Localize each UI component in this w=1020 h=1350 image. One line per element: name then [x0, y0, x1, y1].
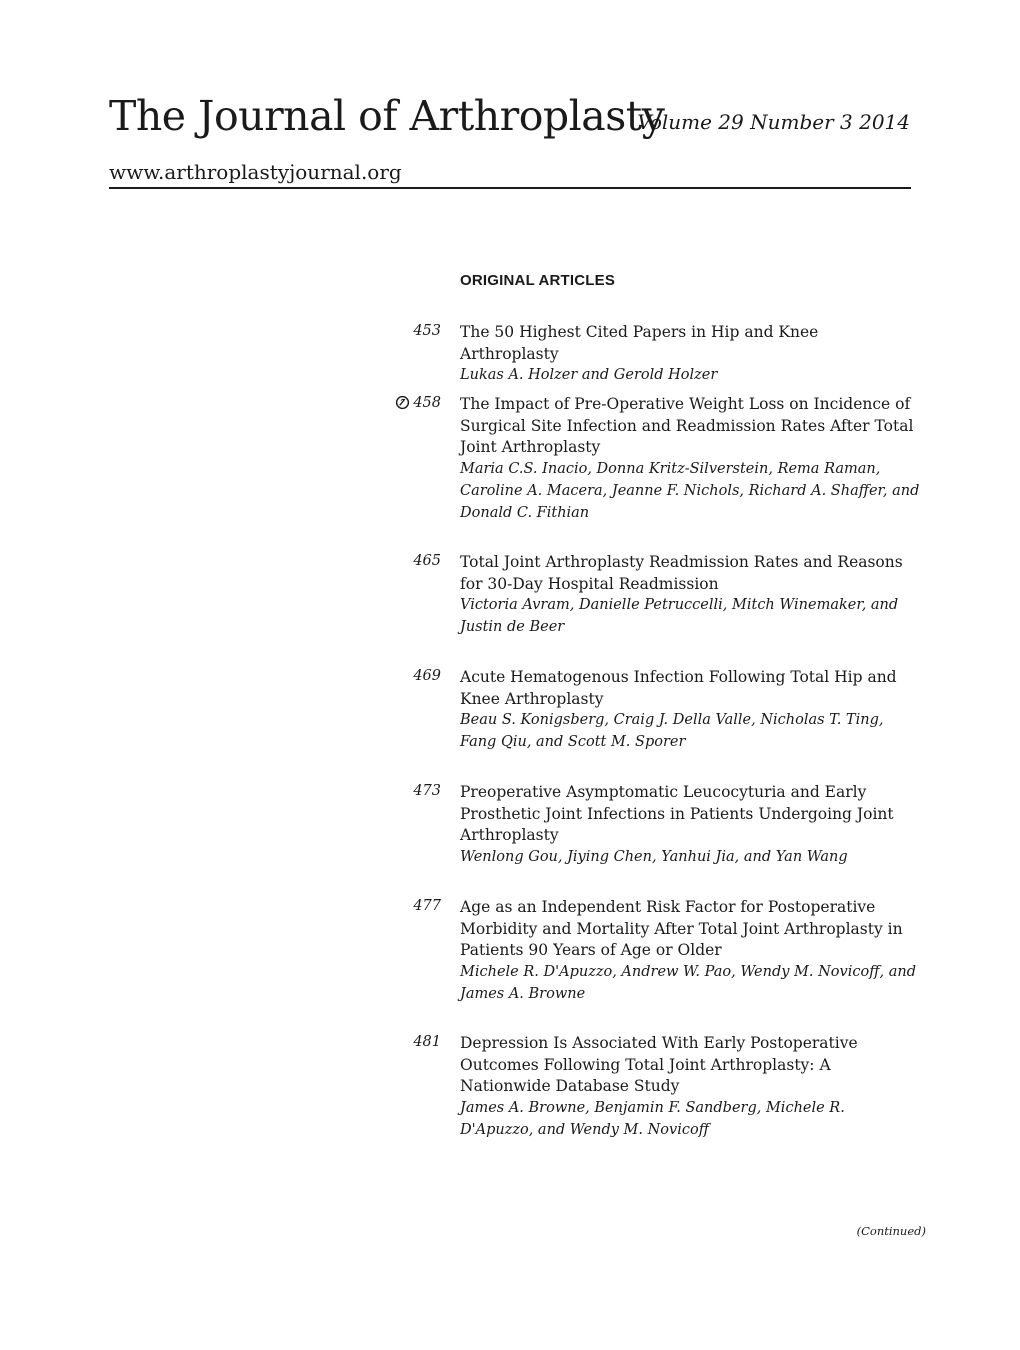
article-authors: James A. Browne, Benjamin F. Sandberg, Michele R. D'Apuzzo, and Wendy M. Novicoff	[460, 1100, 845, 1138]
continued-note: (Continued)	[856, 1224, 926, 1238]
entry-body	[460, 782, 920, 869]
journal-title: The Journal of Arthroplasty	[109, 92, 665, 140]
page-number: 481	[413, 1034, 441, 1050]
page-number: 453	[413, 323, 441, 339]
entry-body	[460, 897, 920, 1006]
article-authors: Maria C.S. Inacio, Donna Kritz-Silverstein, Rema Raman, Caroline A. Macera, Jeanne F. Nichols, Richard A. Shaffer, and Donald C. Fithian	[460, 461, 920, 521]
article-title[interactable]: Preoperative Asymptomatic Leucocyturia and Early Prosthetic Joint Infections in Patients Undergoing Joint Arthroplasty	[460, 783, 894, 845]
article-title[interactable]: Acute Hematogenous Infection Following Total Hip and Knee Arthroplasty	[460, 668, 897, 708]
article-title[interactable]: Depression Is Associated With Early Postoperative Outcomes Following Total Joint Arthroplasty: A Nationwide Database Study	[460, 1034, 858, 1096]
article-authors: Victoria Avram, Danielle Petruccelli, Mitch Winemaker, and Justin de Beer	[460, 597, 899, 636]
article-authors: Lukas A. Holzer and Gerold Holzer	[460, 367, 718, 384]
entry-body	[460, 667, 920, 754]
article-title[interactable]: Age as an Independent Risk Factor for Postoperative Morbidity and Mortality After Total Joint Arthroplasty in Patients 90 Years of Age or Older	[460, 898, 903, 960]
entry-body	[460, 322, 920, 387]
masthead-divider	[109, 187, 911, 189]
journal-url[interactable]: www.arthroplastyjournal.org	[109, 160, 402, 184]
entry-body	[460, 552, 920, 639]
page-number: 465	[413, 553, 441, 569]
page-number: 458	[413, 395, 441, 411]
page-number: 469	[413, 668, 441, 684]
article-title[interactable]: Total Joint Arthroplasty Readmission Rates and Reasons for 30-Day Hospital Readmission	[460, 553, 903, 593]
article-authors: Wenlong Gou, Jiying Chen, Yanhui Jia, and Yan Wang	[460, 849, 848, 866]
article-title[interactable]: The Impact of Pre-Operative Weight Loss on Incidence of Surgical Site Infection and Readmission Rates After Total Joint Arthroplasty	[460, 395, 914, 457]
page-number: 477	[413, 898, 441, 914]
entry-body	[460, 394, 920, 524]
section-heading: ORIGINAL ARTICLES	[460, 272, 616, 289]
article-title[interactable]: The 50 Highest Cited Papers in Hip and Knee Arthroplasty	[460, 323, 819, 363]
issue-info: Volume 29 Number 3 2014	[637, 110, 910, 134]
article-authors: Michele R. D'Apuzzo, Andrew W. Pao, Wendy M. Novicoff, and James A. Browne	[460, 964, 916, 1002]
entry-body	[460, 1033, 920, 1142]
open-access-icon	[395, 395, 410, 410]
article-authors: Beau S. Konigsberg, Craig J. Della Valle, Nicholas T. Ting, Fang Qiu, and Scott M. Sporer	[460, 712, 884, 751]
page-number: 473	[413, 783, 441, 799]
